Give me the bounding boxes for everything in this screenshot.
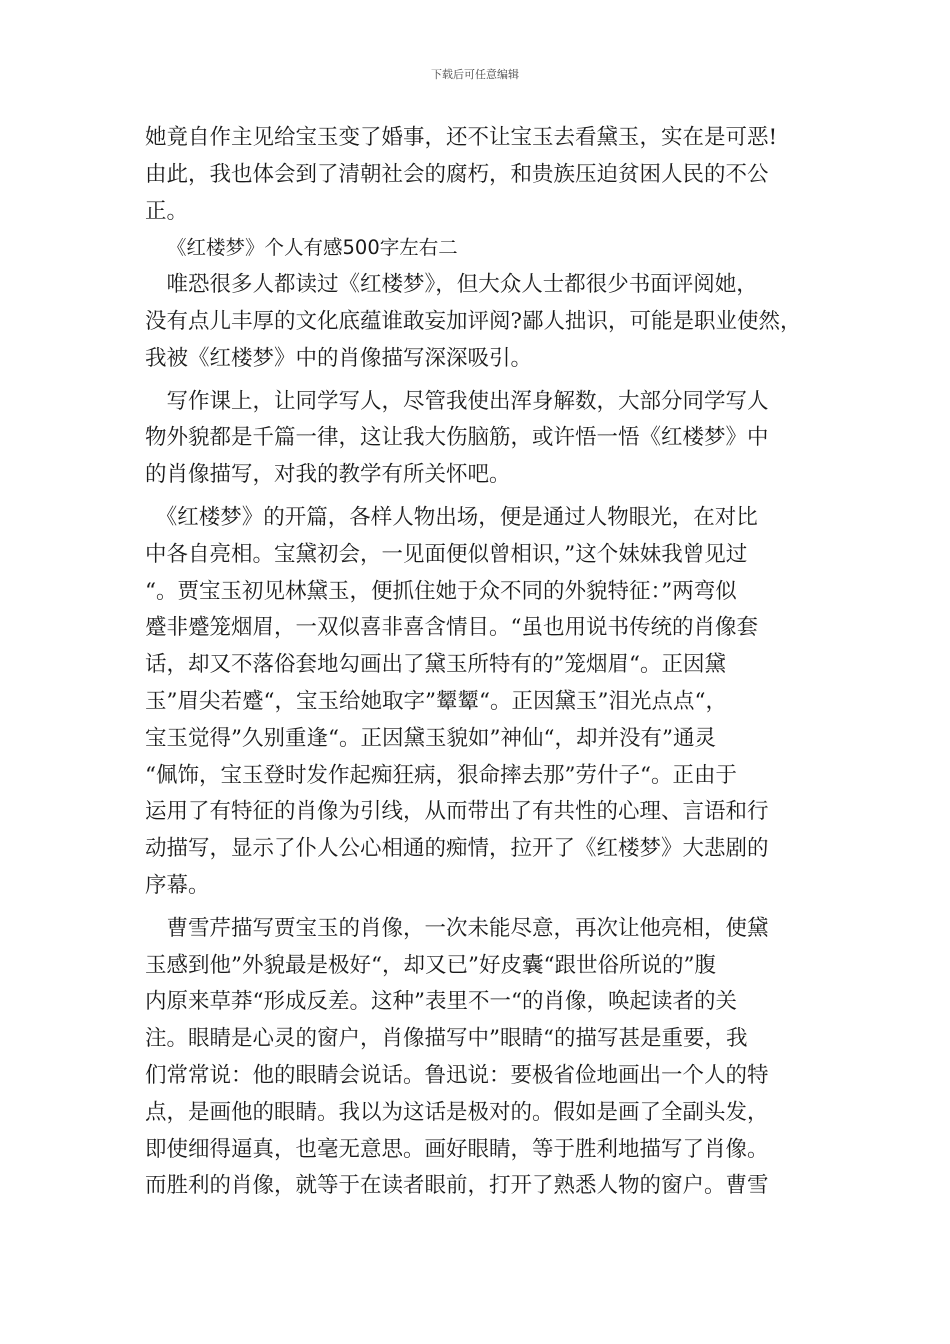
text-line: 中各自亮相。宝黛初会，一见面便似曾相识，”这个妹妹我曾见过 <box>145 541 748 567</box>
text-line: “。贾宝玉初见林黛玉，便抓住她于众不同的外貌特征：”两弯似 <box>145 578 737 604</box>
text-line: 没有点儿丰厚的文化底蕴谁敢妄加评阅?鄙人拙识，可能是职业使然， <box>145 308 802 334</box>
text-line: 们常常说：他的眼睛会说话。鲁迅说：要极省俭地画出一个人的特 <box>145 1062 769 1088</box>
section-heading: 《红楼梦》个人有感500字左右二 <box>167 236 458 260</box>
text-line: 正。 <box>145 198 189 224</box>
text-line: 由此，我也体会到了清朝社会的腐朽，和贵族压迫贫困人民的不公 <box>145 161 769 187</box>
text-line: 蹙非蹙笼烟眉，一双似喜非喜含情目。“虽也用说书传统的肖像套 <box>145 615 758 641</box>
text-line: 她竟自作主见给宝玉变了婚事，还不让宝玉去看黛玉，实在是可恶! <box>145 125 778 150</box>
text-line: 玉”眉尖若蹙“，宝玉给她取字”颦颦“。正因黛玉”泪光点点“， <box>145 688 727 714</box>
text-line: 曹雪芹描写贾宝玉的肖像，一次未能尽意，再次让他亮相，使黛 <box>145 915 769 941</box>
text-line: 动描写，显示了仆人公心相通的痴情，拉开了《红楼梦》大悲剧的 <box>145 836 769 862</box>
text-line: 物外貌都是千篇一律，这让我大伤脑筋，或许悟一悟《红楼梦》中 <box>145 425 769 451</box>
text-line: 《红楼梦》的开篇，各样人物出场，便是通过人物眼光，在对比 <box>145 504 758 530</box>
text-line: 而胜利的肖像，就等于在读者眼前，打开了熟悉人物的窗户。曹雪 <box>145 1173 769 1199</box>
text-line: 写作课上，让同学写人，尽管我使出浑身解数，大部分同学写人 <box>145 388 769 414</box>
text-line: 运用了有特征的肖像为引线，从而带出了有共性的心理、言语和行 <box>145 799 769 825</box>
text-line: 宝玉觉得”久别重逢“。正因黛玉貌如”神仙“，却并没有”通灵 <box>145 725 716 751</box>
text-line: 的肖像描写，对我的教学有所关怀吧。 <box>145 462 511 488</box>
text-line: 话，却又不落俗套地勾画出了黛玉所特有的”笼烟眉“。正因黛 <box>145 652 726 678</box>
document-body <box>145 120 810 1205</box>
text-line: 唯恐很多人都读过《红楼梦》，但大众人士都很少书面评阅她， <box>145 272 758 298</box>
text-line: 我被《红楼梦》中的肖像描写深深吸引。 <box>145 345 533 371</box>
text-line: “佩饰，宝玉登时发作起痴狂病，狠命摔去那”劳什子“。正由于 <box>145 762 737 788</box>
text-line: 序幕。 <box>145 872 210 898</box>
text-line: 点，是画他的眼睛。我以为这话是极对的。假如是画了全副头发， <box>145 1099 769 1125</box>
text-line: 即使细得逼真，也毫无意思。画好眼睛，等于胜利地描写了肖像。 <box>145 1136 769 1162</box>
page-header-note: 下载后可任意编辑 <box>431 68 519 81</box>
text-line: 玉感到他”外貌最是极好“，却又已”好皮囊“跟世俗所说的”腹 <box>145 952 716 978</box>
text-line: 注。眼睛是心灵的窗户，肖像描写中”眼睛“的描写甚是重要，我 <box>145 1026 748 1052</box>
text-line: 内原来草莽“形成反差。这种”表里不一“的肖像，唤起读者的关 <box>145 989 737 1015</box>
